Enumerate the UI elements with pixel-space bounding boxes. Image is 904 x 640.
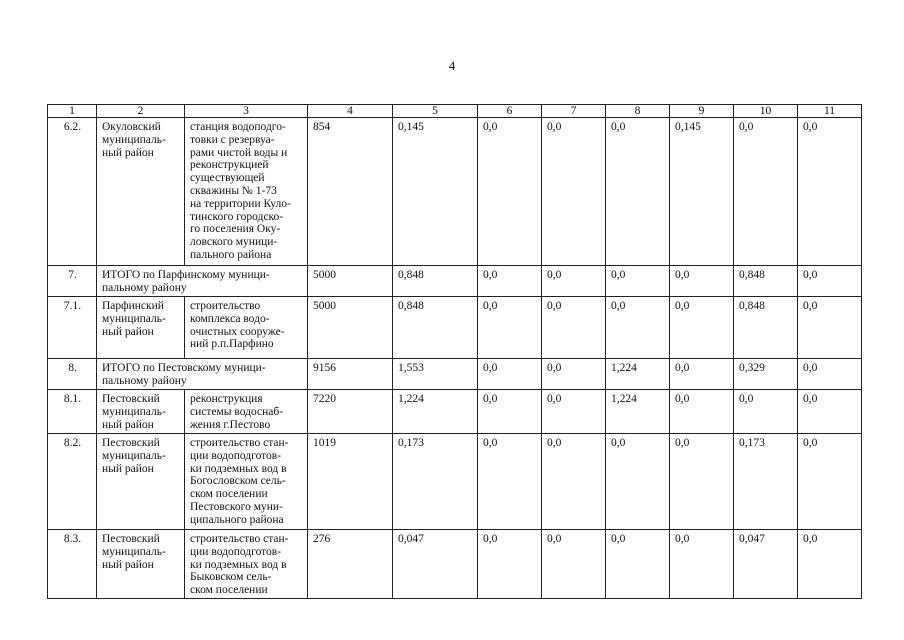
table-row — [48, 530, 862, 599]
value-cell: 0,0 — [670, 359, 734, 390]
header-cell: 1 — [48, 105, 97, 118]
value-cell: 0,145 — [670, 118, 734, 266]
value-cell: 0,0 — [478, 390, 542, 434]
value-cell: 276 — [308, 530, 393, 599]
description-cell: строительство стан- ции водоподготов- ки подземных вод в Быковском сель- ском поселении — [185, 530, 308, 599]
value-cell: 0,0 — [606, 297, 670, 359]
header-cell: 5 — [393, 105, 478, 118]
value-cell: 0,0 — [606, 434, 670, 530]
value-cell: 0,0 — [798, 530, 862, 599]
value-cell: 0,0 — [542, 530, 606, 599]
value-cell: 1,224 — [606, 359, 670, 390]
value-cell: 0,0 — [542, 297, 606, 359]
row-number-cell: 7.1. — [48, 297, 97, 359]
header-cell: 4 — [308, 105, 393, 118]
value-cell: 5000 — [308, 266, 393, 297]
header-cell: 6 — [478, 105, 542, 118]
table-row — [48, 359, 862, 390]
value-cell: 0,0 — [798, 359, 862, 390]
value-cell: 0,047 — [734, 530, 798, 599]
table-row — [48, 266, 862, 297]
value-cell: 0,0 — [670, 434, 734, 530]
page-number: 4 — [448, 58, 456, 73]
value-cell: 5000 — [308, 297, 393, 359]
value-cell: 0,0 — [798, 390, 862, 434]
value-cell: 0,0 — [478, 434, 542, 530]
row-number-cell: 8.3. — [48, 530, 97, 599]
header-cell: 2 — [97, 105, 185, 118]
description-cell: станция водоподго- товки с резервуа- рами чистой воды и реконструкцией существующей скважины № 1-73 на территории Куло- тинского городско- го поселения Оку- ловского муници- пального района — [185, 118, 308, 266]
value-cell: 0,0 — [734, 118, 798, 266]
value-cell: 0,0 — [542, 434, 606, 530]
value-cell: 0,047 — [393, 530, 478, 599]
value-cell: 0,0 — [542, 118, 606, 266]
value-cell: 0,0 — [606, 266, 670, 297]
value-cell: 0,145 — [393, 118, 478, 266]
value-cell: 0,0 — [798, 297, 862, 359]
header-cell: 8 — [606, 105, 670, 118]
value-cell: 0,0 — [798, 266, 862, 297]
district-cell: Пестовский муниципаль- ный район — [97, 390, 185, 434]
row-number-cell: 6.2. — [48, 118, 97, 266]
row-number-cell: 8. — [48, 359, 97, 390]
value-cell: 0,0 — [670, 390, 734, 434]
header-cell: 7 — [542, 105, 606, 118]
value-cell: 7220 — [308, 390, 393, 434]
value-cell: 0,0 — [670, 297, 734, 359]
header-cell: 10 — [734, 105, 798, 118]
total-label-cell: ИТОГО по Парфинскому муници- пальному району — [97, 266, 308, 297]
value-cell: 854 — [308, 118, 393, 266]
value-cell: 0,0 — [542, 359, 606, 390]
row-number-cell: 7. — [48, 266, 97, 297]
description-cell: реконструкция системы водоснаб- жения г.Пестово — [185, 390, 308, 434]
value-cell: 0,848 — [393, 266, 478, 297]
row-number-cell: 8.1. — [48, 390, 97, 434]
district-cell: Парфинский муниципаль- ный район — [97, 297, 185, 359]
value-cell: 0,173 — [734, 434, 798, 530]
value-cell: 0,848 — [734, 266, 798, 297]
value-cell: 1,224 — [393, 390, 478, 434]
description-cell: строительство стан- ции водоподготов- ки подземных вод в Богословском сель- ском поселении Пестовского муни- ципального района — [185, 434, 308, 530]
header-cell: 3 — [185, 105, 308, 118]
value-cell: 0,0 — [478, 266, 542, 297]
value-cell: 0,0 — [798, 118, 862, 266]
value-cell: 0,0 — [478, 118, 542, 266]
value-cell: 0,173 — [393, 434, 478, 530]
total-label-cell: ИТОГО по Пестовскому муници- пальному району — [97, 359, 308, 390]
table-row — [48, 434, 862, 530]
data-table — [47, 104, 862, 599]
value-cell: 0,848 — [734, 297, 798, 359]
district-cell: Пестовский муниципаль- ный район — [97, 434, 185, 530]
value-cell: 1,553 — [393, 359, 478, 390]
header-cell: 11 — [798, 105, 862, 118]
value-cell: 0,0 — [478, 297, 542, 359]
value-cell: 0,0 — [606, 118, 670, 266]
header-cell: 9 — [670, 105, 734, 118]
district-cell: Пестовский муниципаль- ный район — [97, 530, 185, 599]
value-cell: 1,224 — [606, 390, 670, 434]
table-row — [48, 390, 862, 434]
description-cell: строительство комплекса водо- очистных сооруже- ний р.п.Парфино — [185, 297, 308, 359]
table-row — [48, 118, 862, 266]
value-cell: 1019 — [308, 434, 393, 530]
value-cell: 0,0 — [670, 530, 734, 599]
value-cell: 0,0 — [798, 434, 862, 530]
value-cell: 0,0 — [478, 530, 542, 599]
value-cell: 9156 — [308, 359, 393, 390]
value-cell: 0,848 — [393, 297, 478, 359]
value-cell: 0,0 — [670, 266, 734, 297]
value-cell: 0,0 — [606, 530, 670, 599]
value-cell: 0,0 — [478, 359, 542, 390]
value-cell: 0,329 — [734, 359, 798, 390]
value-cell: 0,0 — [734, 390, 798, 434]
district-cell: Окуловский муниципаль- ный район — [97, 118, 185, 266]
value-cell: 0,0 — [542, 266, 606, 297]
header-row — [48, 105, 862, 118]
row-number-cell: 8.2. — [48, 434, 97, 530]
value-cell: 0,0 — [542, 390, 606, 434]
table-row — [48, 297, 862, 359]
